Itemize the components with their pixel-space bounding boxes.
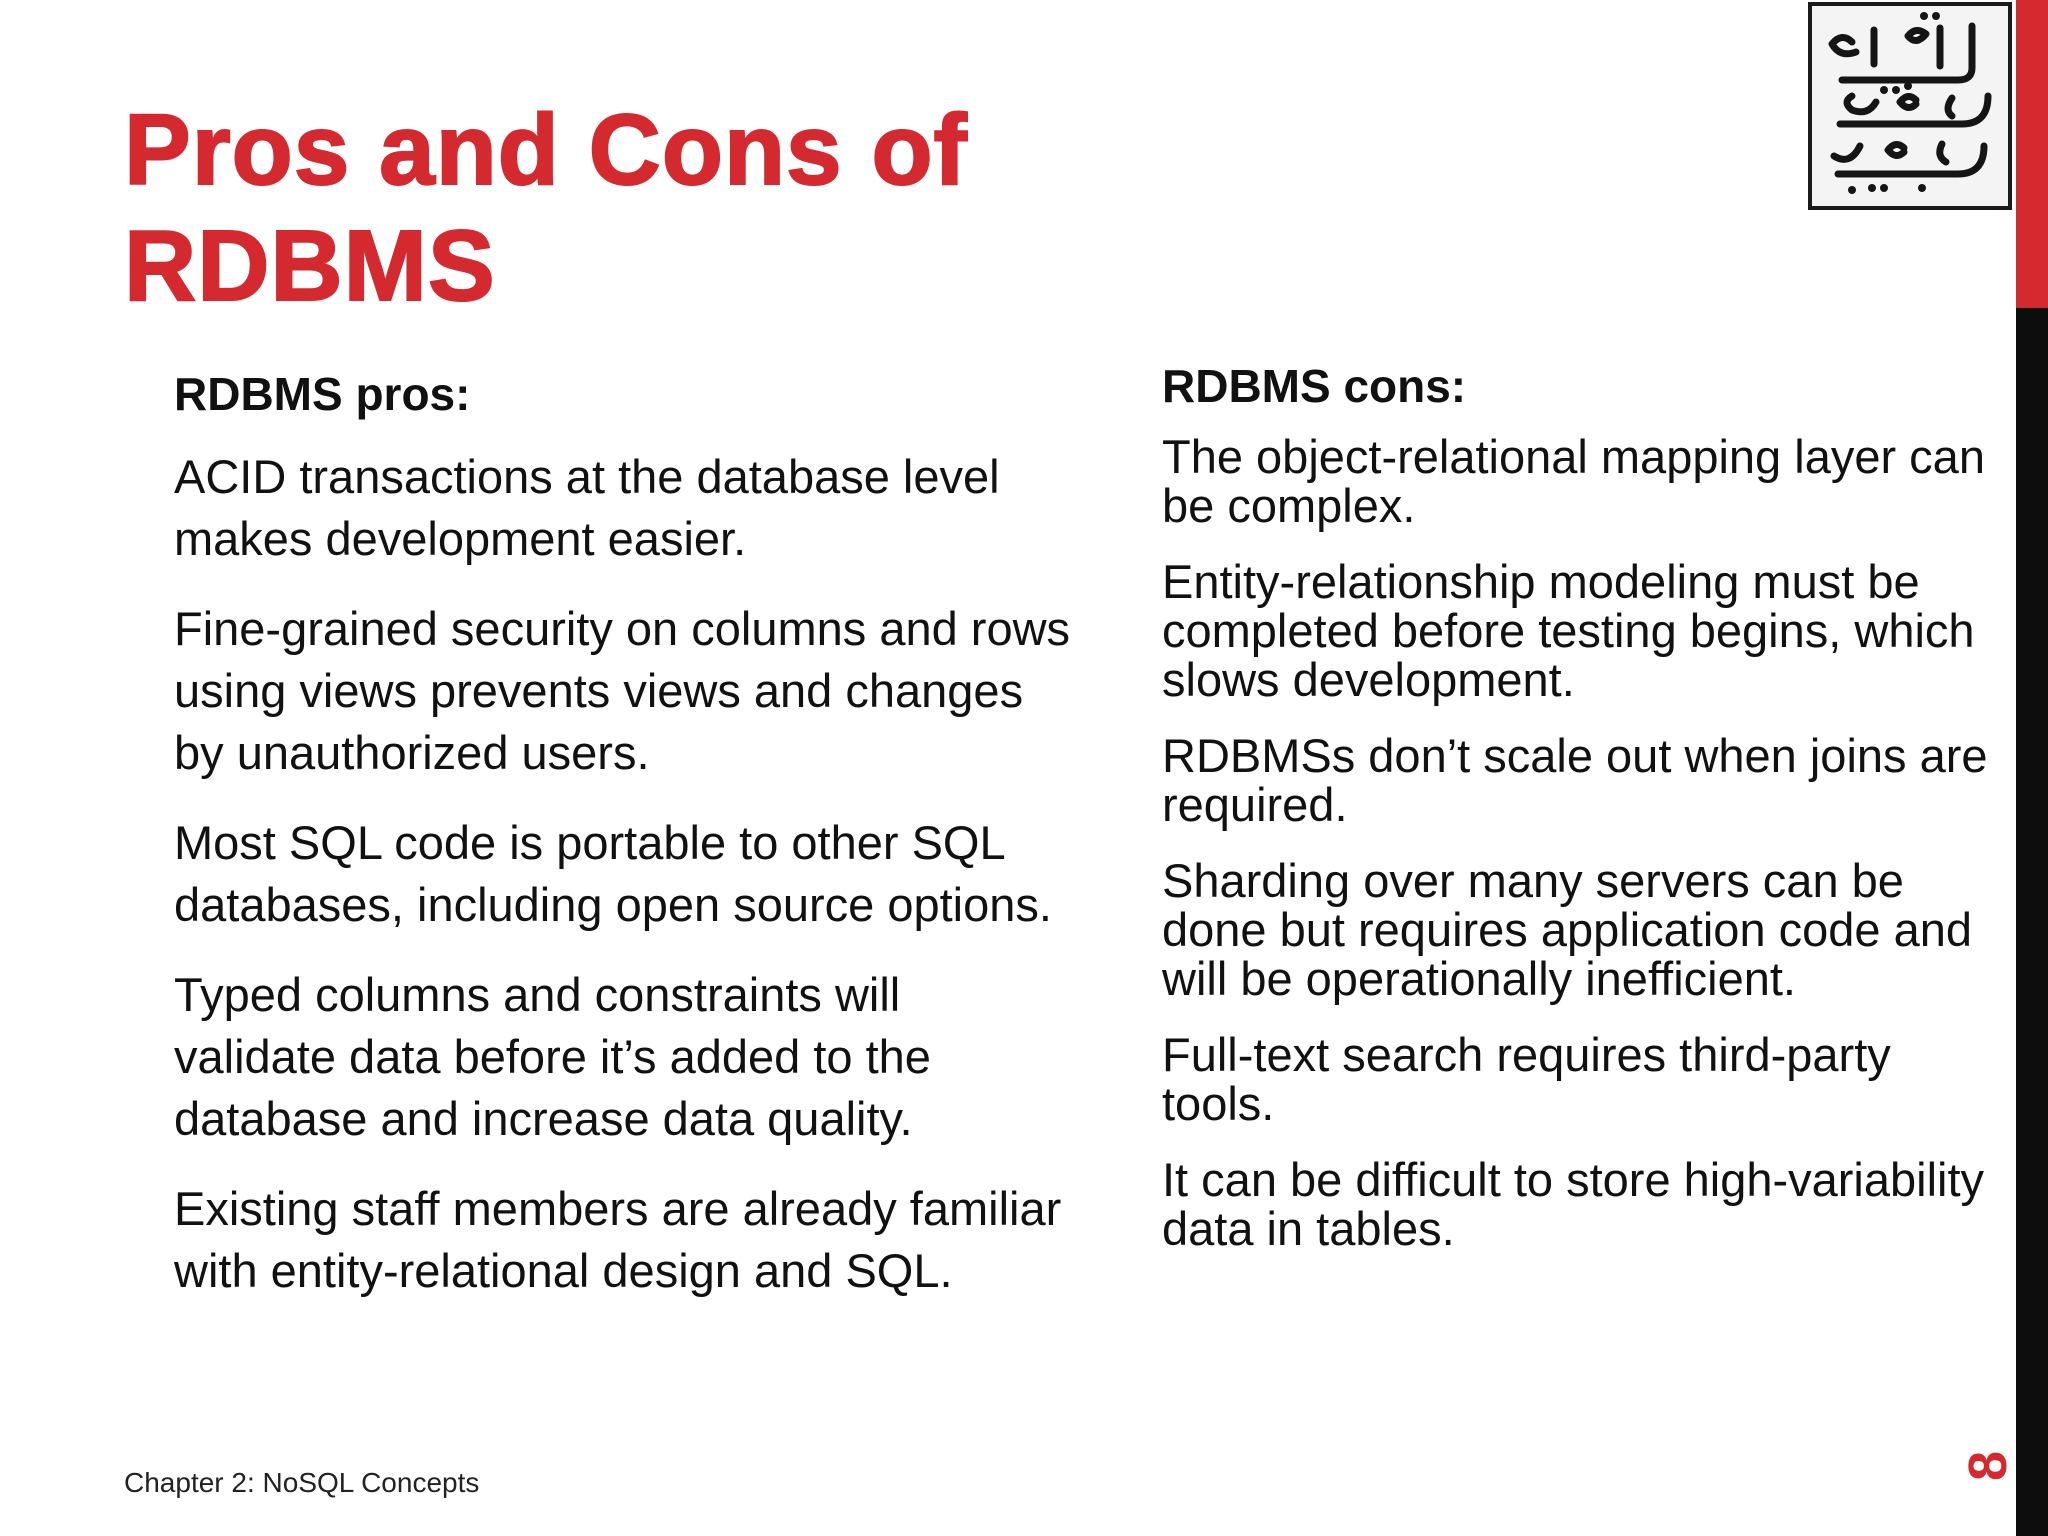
calligraphy-logo-icon (1812, 6, 2008, 206)
university-logo (1808, 2, 2012, 210)
pros-item: Typed columns and constraints will validate data before it’s added to the database and increase data quality. (174, 968, 931, 1145)
pros-item: ACID transactions at the database level makes development easier. (174, 450, 1000, 565)
pros-item: Most SQL code is portable to other SQL databases, including open source options. (174, 816, 1052, 931)
title-line-1: Pros and Cons of (124, 94, 968, 206)
pros-item: Existing staff members are already familiar with entity-relational design and SQL. (174, 1182, 1062, 1297)
cons-column (1162, 358, 2002, 1280)
title-line-2: RDBMS (124, 210, 496, 322)
slide-title (124, 92, 1124, 324)
accent-bar-black (2016, 308, 2048, 1536)
pros-column (174, 366, 1074, 1330)
cons-item: Sharding over many servers can be done but requires application code and will be operationally inefficient. (1162, 854, 1973, 1005)
cons-heading: RDBMS cons: (1162, 360, 1467, 412)
pros-heading: RDBMS pros: (174, 368, 471, 420)
cons-item: Full-text search requires third-party tools. (1162, 1028, 1891, 1130)
cons-item: The object-relational mapping layer can be complex. (1162, 430, 1985, 532)
cons-item: Entity-relationship modeling must be completed before testing begins, which slows development. (1162, 555, 1975, 706)
pros-item: Fine-grained security on columns and rows using views prevents views and changes by unauthorized users. (174, 602, 1071, 779)
cons-item: It can be difficult to store high-variability data in tables. (1162, 1153, 1985, 1255)
accent-bar-red (2016, 0, 2048, 308)
page-number: 8 (1958, 1450, 2018, 1482)
cons-item: RDBMSs don’t scale out when joins are required. (1162, 729, 1988, 831)
slide-footer: Chapter 2: NoSQL Concepts (124, 1467, 480, 1498)
